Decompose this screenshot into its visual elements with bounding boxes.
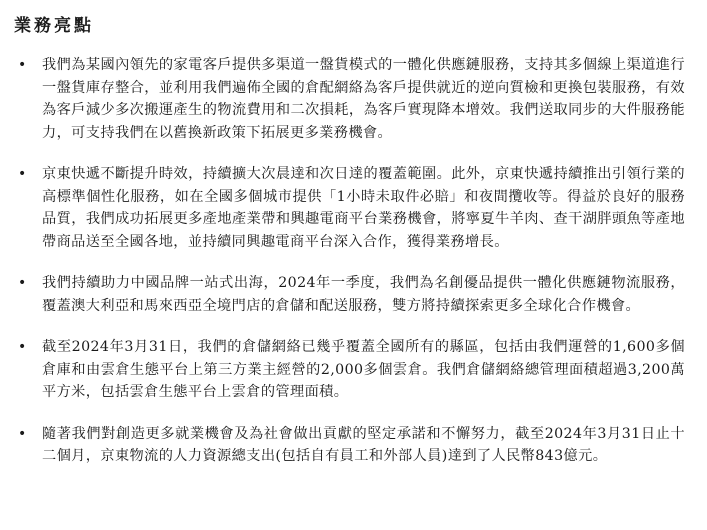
highlight-text: 截至2024年3月31日，我們的倉儲網絡已幾乎覆蓋全國所有的縣區，包括由我們運營的1,600多個倉庫和由雲倉生態平台上第三方業主經營的2,000多個雲倉。我們倉儲網絡總管理面積超過3,200萬平方米，包括雲倉生態平台上雲倉的管理面積。 [42, 339, 685, 400]
highlight-item [14, 423, 685, 468]
highlight-text: 隨著我們對創造更多就業機會及為社會做出貢獻的堅定承諾和不懈努力，截至2024年3月31日止十二個月，京東物流的人力資源總支出(包括自有員工和外部人員)達到了人民幣843億元。 [42, 425, 685, 464]
highlight-item [14, 54, 685, 144]
bullet-icon: • [18, 166, 27, 182]
bullet-icon: • [18, 339, 27, 355]
section-heading: 業務亮點 [14, 16, 94, 36]
highlight-item [14, 336, 685, 404]
highlights-list [14, 54, 685, 468]
bullet-icon: • [18, 57, 27, 73]
highlight-item [14, 163, 685, 253]
highlight-text: 我們持續助力中國品牌一站式出海，2024年一季度，我們為名創優品提供一體化供應鏈物流服務，覆蓋澳大利亞和馬來西亞全境門店的倉儲和配送服務，雙方將持續探索更多全球化合作機會。 [42, 275, 685, 314]
highlight-item [14, 272, 685, 317]
highlight-text: 我們為某國內領先的家電客戶提供多渠道一盤貨模式的一體化供應鏈服務，支持其多個線上渠道進行一盤貨庫存整合，並利用我們遍佈全國的倉配網絡為客戶提供就近的逆向質檢和更換包裝服務，有效為客戶減少多次搬運產生的物流費用和二次損耗，為客戶實現降本增效。我們送取同步的大件服務能力，可支持我們在以舊換新政策下拓展更多業務機會。 [42, 57, 685, 141]
highlight-text: 京東快遞不斷提升時效，持續擴大次晨達和次日達的覆蓋範圍。此外，京東快遞持續推出引領行業的高標準個性化服務，如在全國多個城市提供「1小時未取件必賠」和夜間攬收等。得益於良好的服務品質，我們成功拓展更多產地產業帶和興趣電商平台業務機會，將寧夏牛羊肉、查干湖胖頭魚等產地帶商品送至全國各地，並持續同興趣電商平台深入合作，獲得業務增長。 [42, 166, 685, 250]
bullet-icon: • [18, 275, 27, 291]
bullet-icon: • [18, 425, 27, 442]
